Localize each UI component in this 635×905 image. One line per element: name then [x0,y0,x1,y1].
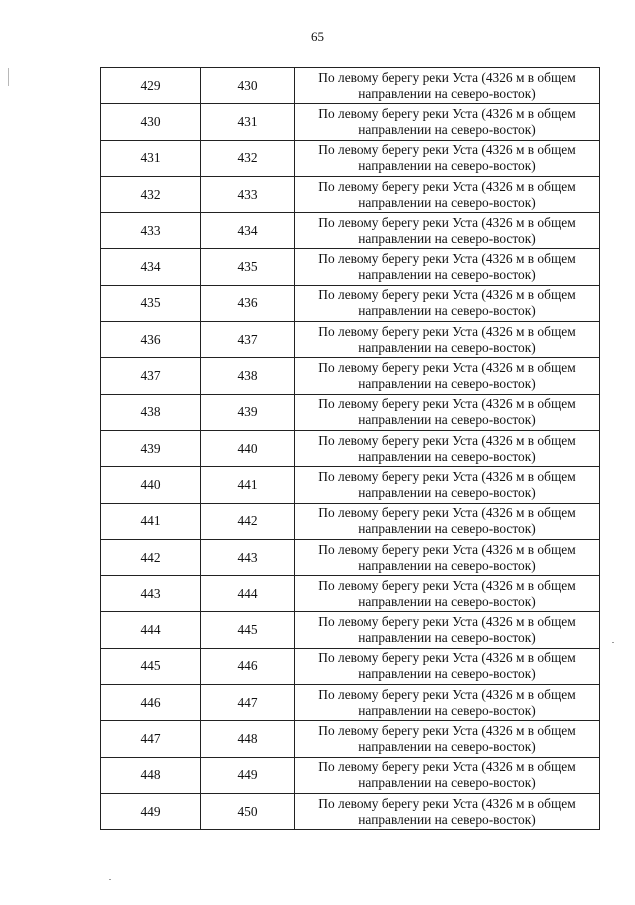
boundary-description-cell: По левому берегу реки Уста (4326 м в общем направлении на северо-восток) [295,685,600,721]
to-point-cell: 447 [201,685,295,721]
boundary-description-cell: По левому берегу реки Уста (4326 м в общем направлении на северо-восток) [295,394,600,430]
boundary-description-cell: По левому берегу реки Уста (4326 м в общем направлении на северо-восток) [295,104,600,140]
from-point-cell: 448 [101,757,201,793]
boundary-description-cell: По левому берегу реки Уста (4326 м в общем направлении на северо-восток) [295,140,600,176]
from-point-cell: 438 [101,394,201,430]
from-point-cell: 447 [101,721,201,757]
table-row [101,140,600,176]
from-point-cell: 434 [101,249,201,285]
boundary-description-cell: По левому берегу реки Уста (4326 м в общем направлении на северо-восток) [295,430,600,466]
from-point-cell: 436 [101,322,201,358]
table-row [101,394,600,430]
to-point-cell: 450 [201,793,295,829]
from-point-cell: 444 [101,612,201,648]
table-row [101,358,600,394]
boundary-description-cell: По левому берегу реки Уста (4326 м в общем направлении на северо-восток) [295,539,600,575]
from-point-cell: 431 [101,140,201,176]
to-point-cell: 444 [201,576,295,612]
from-point-cell: 445 [101,648,201,684]
to-point-cell: 440 [201,430,295,466]
from-point-cell: 446 [101,685,201,721]
to-point-cell: 449 [201,757,295,793]
from-point-cell: 430 [101,104,201,140]
from-point-cell: 439 [101,430,201,466]
table-row [101,249,600,285]
to-point-cell: 431 [201,104,295,140]
table-row [101,213,600,249]
from-point-cell: 443 [101,576,201,612]
to-point-cell: 446 [201,648,295,684]
to-point-cell: 432 [201,140,295,176]
scan-margin-mark [8,68,9,86]
table-row [101,68,600,104]
boundary-table [100,67,600,830]
table-row [101,648,600,684]
from-point-cell: 435 [101,285,201,321]
to-point-cell: 433 [201,176,295,212]
from-point-cell: 437 [101,358,201,394]
boundary-description-cell: По левому берегу реки Уста (4326 м в общем направлении на северо-восток) [295,358,600,394]
from-point-cell: 432 [101,176,201,212]
boundary-description-cell: По левому берегу реки Уста (4326 м в общем направлении на северо-восток) [295,612,600,648]
to-point-cell: 442 [201,503,295,539]
boundary-description-cell: По левому берегу реки Уста (4326 м в общем направлении на северо-восток) [295,285,600,321]
table-row [101,285,600,321]
table-row [101,757,600,793]
boundary-description-cell: По левому берегу реки Уста (4326 м в общем направлении на северо-восток) [295,322,600,358]
from-point-cell: 429 [101,68,201,104]
table-row [101,430,600,466]
to-point-cell: 441 [201,467,295,503]
to-point-cell: 443 [201,539,295,575]
table-row [101,503,600,539]
table-row [101,176,600,212]
from-point-cell: 440 [101,467,201,503]
to-point-cell: 439 [201,394,295,430]
scan-speck [109,879,111,880]
boundary-description-cell: По левому берегу реки Уста (4326 м в общем направлении на северо-восток) [295,576,600,612]
to-point-cell: 436 [201,285,295,321]
scan-speck [612,642,614,643]
boundary-description-cell: По левому берегу реки Уста (4326 м в общем направлении на северо-восток) [295,249,600,285]
to-point-cell: 430 [201,68,295,104]
boundary-description-cell: По левому берегу реки Уста (4326 м в общем направлении на северо-восток) [295,757,600,793]
to-point-cell: 437 [201,322,295,358]
to-point-cell: 445 [201,612,295,648]
to-point-cell: 435 [201,249,295,285]
boundary-description-cell: По левому берегу реки Уста (4326 м в общем направлении на северо-восток) [295,648,600,684]
from-point-cell: 449 [101,793,201,829]
table-row [101,467,600,503]
boundary-description-cell: По левому берегу реки Уста (4326 м в общем направлении на северо-восток) [295,793,600,829]
to-point-cell: 438 [201,358,295,394]
boundary-description-cell: По левому берегу реки Уста (4326 м в общем направлении на северо-восток) [295,721,600,757]
table-row [101,685,600,721]
table-row [101,793,600,829]
table-row [101,104,600,140]
boundary-description-cell: По левому берегу реки Уста (4326 м в общем направлении на северо-восток) [295,68,600,104]
to-point-cell: 448 [201,721,295,757]
table-row [101,539,600,575]
boundary-description-cell: По левому берегу реки Уста (4326 м в общем направлении на северо-восток) [295,213,600,249]
boundary-description-cell: По левому берегу реки Уста (4326 м в общем направлении на северо-восток) [295,503,600,539]
table-row [101,576,600,612]
to-point-cell: 434 [201,213,295,249]
table-row [101,721,600,757]
page-number: 65 [311,29,324,44]
from-point-cell: 442 [101,539,201,575]
from-point-cell: 433 [101,213,201,249]
table-row [101,612,600,648]
from-point-cell: 441 [101,503,201,539]
boundary-description-cell: По левому берегу реки Уста (4326 м в общем направлении на северо-восток) [295,467,600,503]
table-body [101,68,600,830]
boundary-description-cell: По левому берегу реки Уста (4326 м в общем направлении на северо-восток) [295,176,600,212]
table-row [101,322,600,358]
